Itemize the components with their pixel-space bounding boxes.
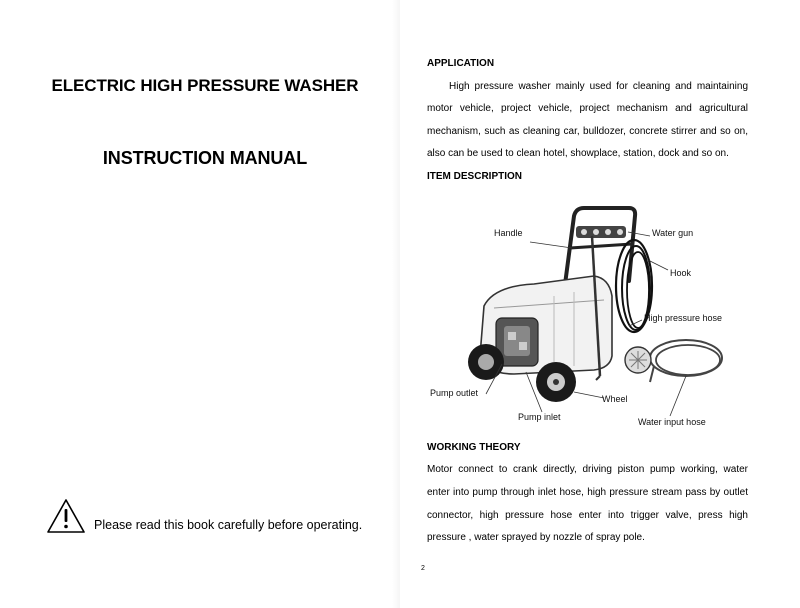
warning-notice xyxy=(46,498,386,538)
application-line: also can be used to clean hotel, showplace, station, dock and so on. xyxy=(427,148,729,159)
working-theory-line: enter into pump through inlet hose, high pressure stream pass by outlet xyxy=(427,487,748,498)
working-theory-line: pressure , water sprayed by nozzle of spray pole. xyxy=(427,532,645,543)
label-hook: Hook xyxy=(670,268,692,278)
working-theory-line: connector, high pressure hose enter into trigger valve, press high xyxy=(427,510,748,521)
manual-title: INSTRUCTION MANUAL xyxy=(102,148,308,168)
item-description-heading: ITEM DESCRIPTION xyxy=(427,171,523,182)
warning-text: Please read this book carefully before operating. xyxy=(94,518,363,532)
label-high-pressure-hose: High pressure hose xyxy=(644,313,723,323)
product-title: ELECTRIC HIGH PRESSURE WASHER xyxy=(51,76,359,95)
working-theory-heading: WORKING THEORY xyxy=(427,442,521,453)
label-pump-inlet: Pump inlet xyxy=(518,412,561,422)
warning-triangle-icon xyxy=(46,498,86,534)
application-line: High pressure washer mainly used for cleaning and maintaining xyxy=(449,81,748,92)
page-number: 2 xyxy=(421,565,425,572)
application-heading: APPLICATION xyxy=(427,58,495,69)
label-pump-outlet: Pump outlet xyxy=(430,388,479,398)
working-theory-line: Motor connect to crank directly, driving piston pump working, water xyxy=(427,464,748,475)
label-handle: Handle xyxy=(494,228,523,238)
pressure-washer-diagram xyxy=(424,196,764,436)
application-line: mechanism, such as cleaning car, bulldozer, concrete stirrer and so on, xyxy=(427,126,748,137)
label-wheel: Wheel xyxy=(602,394,628,404)
label-water-gun: Water gun xyxy=(652,228,694,238)
label-water-input-hose: Water input hose xyxy=(638,417,706,427)
application-line: motor vehicle, project vehicle, project mechanism and agricultural xyxy=(427,103,748,114)
